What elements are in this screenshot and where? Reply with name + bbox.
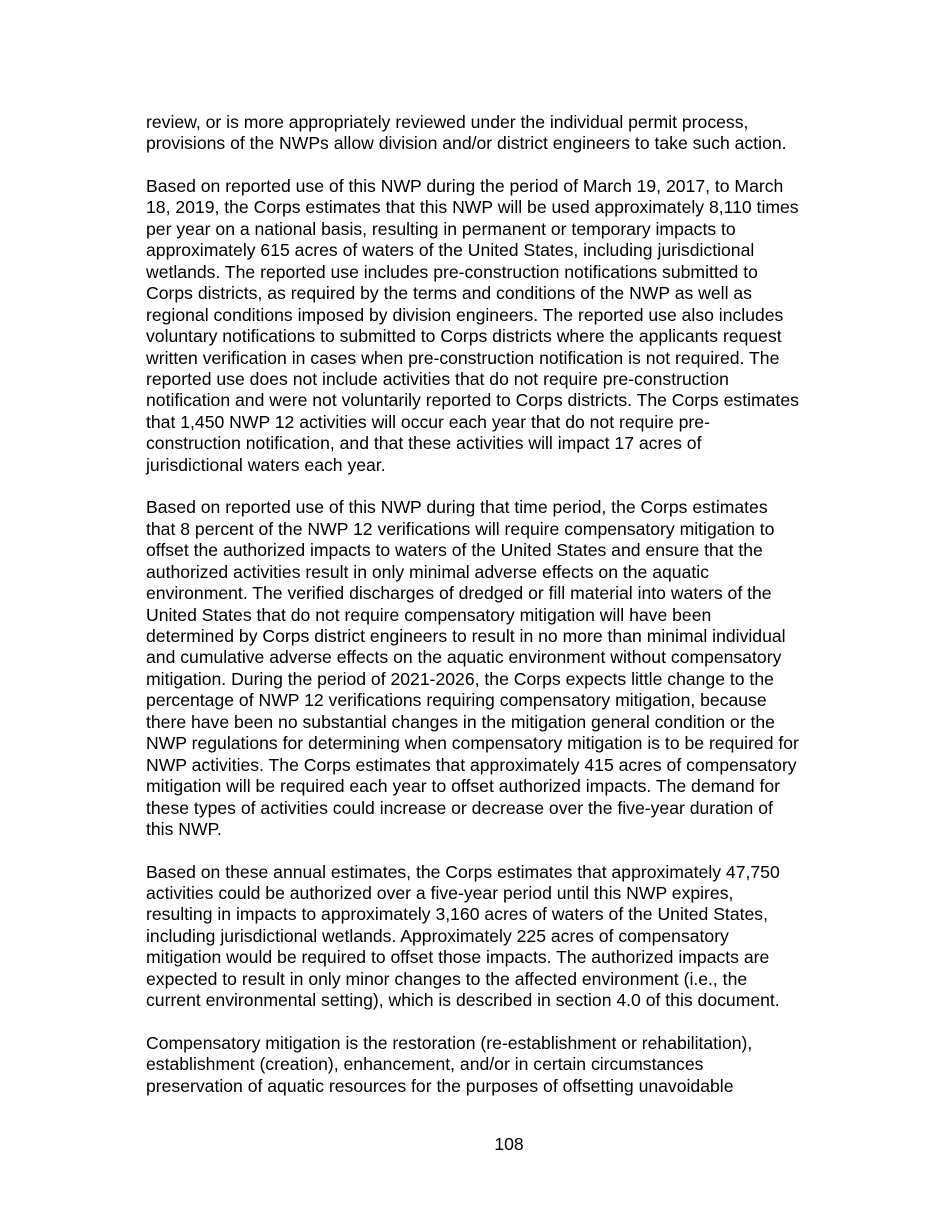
text-line: environment. The verified discharges of dredged or fill material into waters of the: [146, 583, 772, 604]
text-line: Compensatory mitigation is the restoration (re-establishment or rehabilitation),: [146, 1032, 753, 1053]
text-line: Based on these annual estimates, the Corps estimates that approximately 47,750: [146, 861, 780, 882]
text-line: NWP regulations for determining when compensatory mitigation is to be required for: [146, 733, 799, 754]
text-line: voluntary notifications to submitted to Corps districts where the applicants request: [146, 326, 782, 347]
text-line: construction notification, and that these activities will impact 17 acres of: [146, 433, 702, 454]
text-line: 18, 2019, the Corps estimates that this NWP will be used approximately 8,110 times: [146, 197, 799, 218]
text-line: approximately 615 acres of waters of the United States, including jurisdictional: [146, 240, 755, 261]
text-line: United States that do not require compensatory mitigation will have been: [146, 604, 712, 625]
text-line: Corps districts, as required by the terms and conditions of the NWP as well as: [146, 283, 752, 304]
paragraph-1: [146, 112, 846, 155]
text-line: and cumulative adverse effects on the aquatic environment without compensatory: [146, 647, 782, 668]
text-line: provisions of the NWPs allow division and/or district engineers to take such action.: [146, 133, 787, 154]
document-body: [146, 112, 846, 1118]
text-line: reported use does not include activities that do not require pre-construction: [146, 368, 729, 389]
text-line: notification and were not voluntarily reported to Corps districts. The Corps estimates: [146, 390, 799, 411]
text-line: there have been no substantial changes in the mitigation general condition or the: [146, 711, 775, 732]
text-line: NWP activities. The Corps estimates that approximately 415 acres of compensatory: [146, 754, 797, 775]
text-line: percentage of NWP 12 verifications requiring compensatory mitigation, because: [146, 690, 767, 711]
text-line: jurisdictional waters each year.: [146, 454, 386, 475]
paragraph-2: [146, 176, 846, 476]
paragraph-5: [146, 1033, 846, 1097]
text-line: that 8 percent of the NWP 12 verifications will require compensatory mitigation to: [146, 518, 775, 539]
text-line: review, or is more appropriately reviewed under the individual permit process,: [146, 112, 749, 132]
text-line: including jurisdictional wetlands. Approximately 225 acres of compensatory: [146, 925, 729, 946]
text-line: mitigation. During the period of 2021-2026, the Corps expects little change to the: [146, 668, 774, 689]
text-line: determined by Corps district engineers to result in no more than minimal individual: [146, 625, 786, 646]
text-line: resulting in impacts to approximately 3,160 acres of waters of the United States,: [146, 904, 768, 925]
text-line: expected to result in only minor changes to the affected environment (i.e., the: [146, 968, 748, 989]
page-number: 108: [494, 1134, 524, 1154]
text-line: per year on a national basis, resulting in permanent or temporary impacts to: [146, 218, 736, 239]
text-line: establishment (creation), enhancement, and/or in certain circumstances: [146, 1054, 704, 1075]
paragraph-3: [146, 497, 846, 840]
text-line: these types of activities could increase or decrease over the five-year duration of: [146, 797, 773, 818]
text-line: this NWP.: [146, 819, 222, 840]
text-line: mitigation would be required to offset those impacts. The authorized impacts are: [146, 947, 770, 968]
text-line: authorized activities result in only minimal adverse effects on the aquatic: [146, 561, 709, 582]
text-line: preservation of aquatic resources for the purposes of offsetting unavoidable: [146, 1075, 734, 1096]
text-line: mitigation will be required each year to offset authorized impacts. The demand for: [146, 776, 781, 797]
paragraph-4: [146, 862, 846, 1012]
text-line: regional conditions imposed by division engineers. The reported use also includes: [146, 304, 784, 325]
text-line: Based on reported use of this NWP during that time period, the Corps estimates: [146, 497, 768, 518]
text-line: current environmental setting), which is described in section 4.0 of this document.: [146, 990, 780, 1011]
text-line: offset the authorized impacts to waters of the United States and ensure that the: [146, 540, 763, 561]
text-line: that 1,450 NWP 12 activities will occur each year that do not require pre-: [146, 411, 710, 432]
text-line: written verification in cases when pre-construction notification is not required. The: [146, 347, 780, 368]
text-line: activities could be authorized over a five-year period until this NWP expires,: [146, 882, 734, 903]
text-line: wetlands. The reported use includes pre-construction notifications submitted to: [146, 261, 758, 282]
text-line: Based on reported use of this NWP during the period of March 19, 2017, to March: [146, 175, 784, 196]
